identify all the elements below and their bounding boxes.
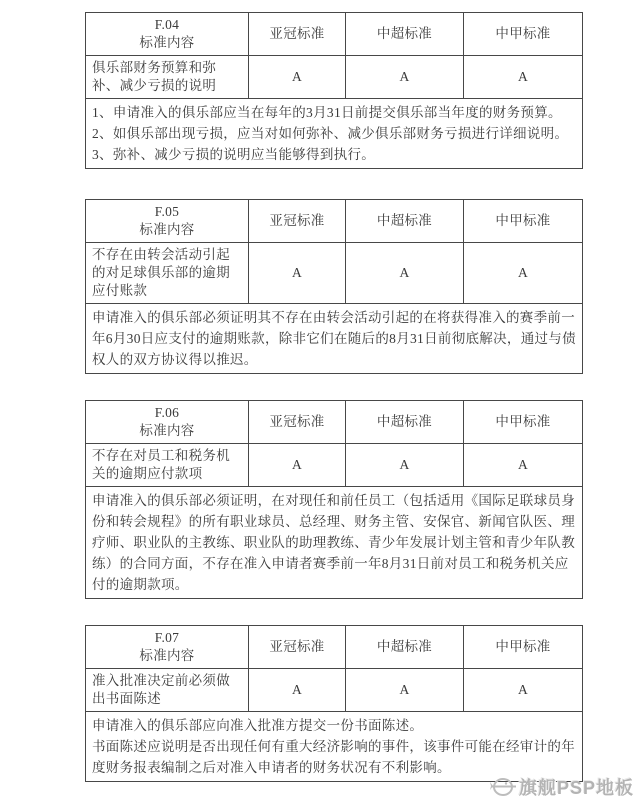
requirement-cell: 准入批准决定前必须做出书面陈述 (86, 669, 249, 712)
table-code: F.04 (154, 17, 180, 32)
table-header-row (86, 626, 583, 669)
note-line: 申请准入的俱乐部必须证明，在对现任和前任员工（包括适用《国际足联球员身份和转会规程》的所有职业球员、总经理、财务主管、安保官、新闻官队医、理疗师、职业队的主教练、职业队的助理教练、青少年发展计划主管和青少年队教练）的合同方面，不存在准入申请者赛季前一年8月31日前对员工和税务机关应付的逾期款项。 (92, 493, 575, 592)
notes-cell (86, 487, 583, 599)
column-header-acl: 亚冠标准 (249, 13, 346, 56)
table-code-label: 标准内容 (139, 222, 195, 237)
note-line: 书面陈述应说明是否出现任何有重大经济影响的事件，该事件可能在经审计的年度财务报表编制之后对准入申请者的财务状况有不利影响。 (92, 739, 575, 775)
note-line: 1、申请准入的俱乐部应当在每年的3月31日前提交俱乐部当年度的财务预算。 (92, 105, 562, 120)
column-header-csl: 中超标准 (346, 200, 464, 243)
column-header-acl: 亚冠标准 (249, 626, 346, 669)
note-line: 2、如俱乐部出现亏损，应当对如何弥补、减少俱乐部财务亏损进行详细说明。 (92, 126, 569, 141)
standard-table-f07 (85, 625, 583, 782)
note-line: 3、弥补、减少亏损的说明应当能够得到执行。 (92, 147, 376, 162)
column-header-csl: 中超标准 (346, 13, 464, 56)
watermark (490, 774, 634, 800)
table-code: F.07 (154, 630, 180, 645)
table-code-label: 标准内容 (139, 35, 195, 50)
notes-cell (86, 99, 583, 169)
grade-cell-league-one: A (464, 669, 583, 712)
table-code-label: 标准内容 (139, 423, 195, 438)
table-header-row (86, 13, 583, 56)
column-header-csl: 中超标准 (346, 401, 464, 444)
notes-row (86, 304, 583, 374)
column-header-acl: 亚冠标准 (249, 401, 346, 444)
column-header-csl: 中超标准 (346, 626, 464, 669)
watermark-text: 旗舰PSP地板 (518, 778, 634, 798)
header-code-cell (86, 13, 249, 56)
document-body (85, 12, 582, 782)
header-code-cell (86, 626, 249, 669)
notes-row (86, 99, 583, 169)
column-header-league-one: 中甲标准 (464, 401, 583, 444)
header-code-cell (86, 200, 249, 243)
column-header-league-one: 中甲标准 (464, 13, 583, 56)
requirement-row (86, 56, 583, 99)
grade-cell-csl: A (346, 243, 464, 304)
table-code: F.06 (154, 405, 180, 420)
table-header-row (86, 200, 583, 243)
grade-cell-acl: A (249, 56, 346, 99)
requirement-cell: 俱乐部财务预算和弥补、减少亏损的说明 (86, 56, 249, 99)
requirement-row (86, 243, 583, 304)
column-header-league-one: 中甲标准 (464, 626, 583, 669)
table-header-row (86, 401, 583, 444)
notes-cell (86, 712, 583, 782)
standard-table-f05 (85, 199, 583, 374)
table-code: F.05 (154, 204, 180, 219)
grade-cell-csl: A (346, 444, 464, 487)
table-code-label: 标准内容 (139, 648, 195, 663)
grade-cell-csl: A (346, 56, 464, 99)
grade-cell-acl: A (249, 243, 346, 304)
column-header-acl: 亚冠标准 (249, 200, 346, 243)
standard-table-f06 (85, 400, 583, 599)
grade-cell-acl: A (249, 444, 346, 487)
grade-cell-league-one: A (464, 243, 583, 304)
requirement-cell: 不存在由转会活动引起的对足球俱乐部的逾期应付账款 (86, 243, 249, 304)
notes-cell (86, 304, 583, 374)
notes-row (86, 487, 583, 599)
note-line: 申请准入的俱乐部必须证明其不存在由转会活动引起的在将获得准入的赛季前一年6月30日应支付的逾期账款，除非它们在随后的8月31日前彻底解决，通过与债权人的双方协议得以推迟。 (92, 310, 576, 367)
requirement-cell: 不存在对员工和税务机关的逾期应付款项 (86, 444, 249, 487)
notes-row (86, 712, 583, 782)
requirement-row (86, 669, 583, 712)
standard-table-f04 (85, 12, 583, 169)
grade-cell-league-one: A (464, 444, 583, 487)
requirement-row (86, 444, 583, 487)
grade-cell-csl: A (346, 669, 464, 712)
grade-cell-acl: A (249, 669, 346, 712)
note-line: 申请准入的俱乐部应向准入批准方提交一份书面陈述。 (92, 718, 424, 733)
grade-cell-league-one: A (464, 56, 583, 99)
column-header-league-one: 中甲标准 (464, 200, 583, 243)
header-code-cell (86, 401, 249, 444)
whale-logo-icon (490, 777, 516, 797)
